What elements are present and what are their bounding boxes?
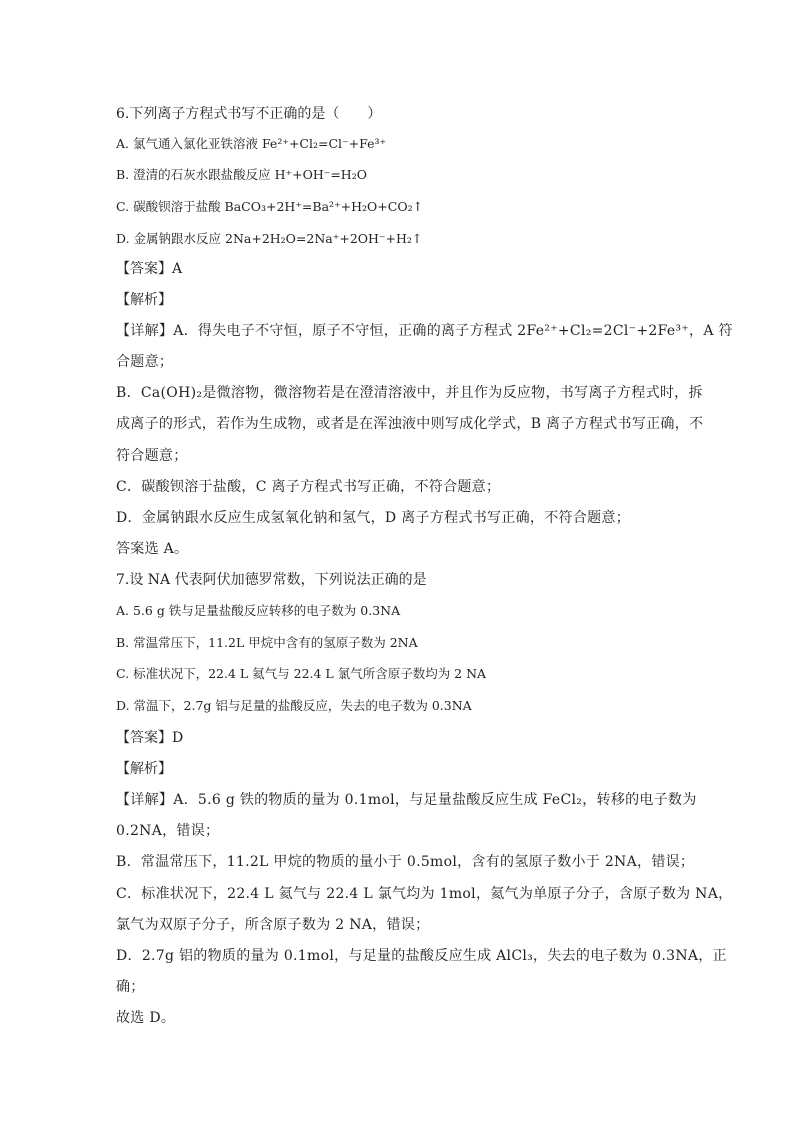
q7-detail-line: D．2.7g 铝的物质的量为 0.1mol，与足量的盐酸反应生成 AlCl₃，失去的电子数为 0.3NA，正 bbox=[116, 948, 727, 964]
q6-detail-line: B．Ca(OH)₂是微溶物，微溶物若是在澄清溶液中，并且作为反应物，书写离子方程式时，拆 bbox=[116, 385, 703, 401]
q6-option-a: A. 氯气通入氯化亚铁溶液 Fe²⁺+Cl₂=Cl⁻+Fe³⁺ bbox=[116, 136, 387, 151]
q7-option-a: A. 5.6 g 铁与足量盐酸反应转移的电子数为 0.3NA bbox=[116, 603, 401, 618]
q6-option-b: B. 澄清的石灰水跟盐酸反应 H⁺+OH⁻=H₂O bbox=[116, 167, 367, 182]
q7-detail-line: 故选 D。 bbox=[116, 1010, 176, 1026]
q7-option-b: B. 常温常压下，11.2L 甲烷中含有的氢原子数为 2NA bbox=[116, 635, 418, 650]
q6-answer: 【答案】A bbox=[116, 261, 183, 277]
q7-detail-line: B．常温常压下，11.2L 甲烷的物质的量小于 0.5mol，含有的氢原子数小于 2NA，错误； bbox=[116, 854, 695, 870]
q6-detail-line: 答案选 A。 bbox=[116, 541, 189, 557]
q7-detail-line: 氯气为双原子分子，所含原子数为 2 NA，错误； bbox=[116, 917, 430, 933]
q7-analysis-heading: 【解析】 bbox=[116, 761, 172, 777]
q6-option-c: C. 碳酸钡溶于盐酸 BaCO₃+2H⁺=Ba²⁺+H₂O+CO₂↑ bbox=[116, 199, 424, 214]
q6-detail-line: 成离子的形式，若作为生成物，或者是在浑浊液中则写成化学式，B 离子方程式书写正确，不 bbox=[116, 416, 704, 432]
q7-detail-line: 0.2NA，错误； bbox=[116, 823, 220, 839]
q7-option-c: C. 标准状况下，22.4 L 氦气与 22.4 L 氯气所含原子数均为 2 NA bbox=[116, 666, 487, 681]
q6-detail-line: 【详解】A．得失电子不守恒，原子不守恒，正确的离子方程式 2Fe²⁺+Cl₂=2Cl⁻+2Fe³⁺，A 符 bbox=[116, 323, 733, 339]
q7-detail-line: 【详解】A．5.6 g 铁的物质的量为 0.1mol，与足量盐酸反应生成 FeCl₂，转移的电子数为 bbox=[116, 792, 697, 808]
q6-detail-line: C．碳酸钡溶于盐酸，C 离子方程式书写正确，不符合题意； bbox=[116, 479, 501, 495]
q6-stem: 6.下列离子方程式书写不正确的是（ ） bbox=[116, 106, 382, 122]
q6-detail-line: 符合题意； bbox=[116, 448, 188, 464]
q7-detail-line: 确； bbox=[116, 979, 145, 995]
q7-answer: 【答案】D bbox=[116, 730, 184, 746]
q6-detail-line: D．金属钠跟水反应生成氢氧化钠和氢气，D 离子方程式书写正确，不符合题意； bbox=[116, 510, 630, 526]
q7-option-d: D. 常温下，2.7g 铝与足量的盐酸反应，失去的电子数为 0.3NA bbox=[116, 698, 472, 713]
q6-detail-line: 合题意； bbox=[116, 354, 174, 370]
q6-option-d: D. 金属钠跟水反应 2Na+2H₂O=2Na⁺+2OH⁻+H₂↑ bbox=[116, 231, 423, 246]
q7-stem: 7.设 NA 代表阿伏加德罗常数，下列说法正确的是 bbox=[116, 572, 427, 588]
q6-analysis-heading: 【解析】 bbox=[116, 292, 172, 308]
q7-detail-line: C．标准状况下，22.4 L 氦气与 22.4 L 氯气均为 1mol，氦气为单原子分子，含原子数为 NA， bbox=[116, 886, 733, 902]
